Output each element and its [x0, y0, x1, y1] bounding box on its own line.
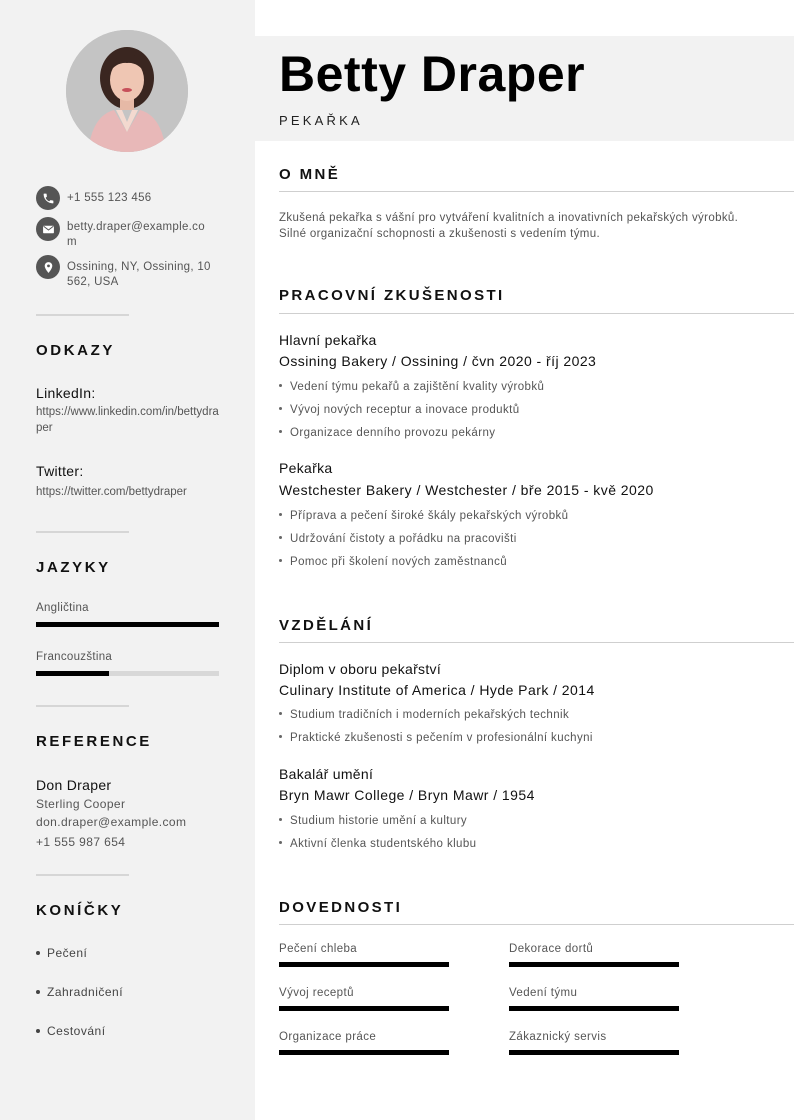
skill-name: Pečení chleba: [279, 943, 358, 955]
section-rule: [279, 924, 794, 925]
education-heading: VZDĚLÁNÍ: [279, 617, 374, 634]
language-level-fill: [36, 622, 219, 627]
language-name: Angličtina: [36, 602, 89, 614]
bullet-text: Udržování čistoty a pořádku na pracovišti: [290, 533, 517, 545]
bullet-dot: [279, 384, 282, 387]
links-heading: ODKAZY: [36, 342, 115, 359]
portrait-illustration: [66, 30, 188, 152]
job-bullet: [279, 404, 520, 416]
job-subtitle: Westchester Bakery / Westchester / bře 2015 - kvě 2020: [279, 482, 654, 498]
job-title: Pekařka: [279, 460, 333, 476]
bullet-text: Organizace denního provozu pekárny: [290, 427, 496, 439]
job-bullet: [279, 381, 544, 393]
education-bullet: [279, 815, 467, 827]
education-bullet: [279, 709, 569, 721]
divider: [36, 874, 129, 876]
hobby-label: Zahradničení: [47, 985, 124, 999]
experience-heading: PRACOVNÍ ZKUŠENOSTI: [279, 287, 505, 304]
contact-address: [36, 255, 213, 290]
section-rule: [279, 642, 794, 643]
reference-phone: +1 555 987 654: [36, 835, 126, 849]
linkedin-link[interactable]: https://www.linkedin.com/in/bettydraper: [36, 406, 219, 434]
skill-level-fill: [509, 962, 679, 967]
language-level-bar: [36, 671, 219, 676]
skill-level-bar: [279, 1050, 449, 1055]
skill-level-bar: [509, 962, 679, 967]
section-rule: [279, 191, 794, 192]
education-title: Bakalář umění: [279, 766, 374, 782]
skill-name: Organizace práce: [279, 1031, 377, 1043]
hobby-label: Pečení: [47, 946, 88, 960]
bullet-dot: [36, 990, 40, 994]
sidebar: [0, 0, 255, 1120]
bullet-dot: [36, 1029, 40, 1033]
job-bullet: [279, 510, 568, 522]
bullet-text: Vedení týmu pekařů a zajištění kvality výrobků: [290, 381, 545, 393]
person-name: Betty Draper: [279, 46, 586, 102]
reference-company: Sterling Cooper: [36, 797, 126, 811]
skill-level-fill: [279, 962, 449, 967]
main-content: [255, 0, 794, 1120]
education-bullet: [279, 838, 476, 850]
twitter-link[interactable]: https://twitter.com/bettydraper: [36, 486, 187, 498]
bullet-dot: [279, 818, 282, 821]
email-text[interactable]: betty.draper@example.com: [67, 221, 205, 248]
language-level-bar: [36, 622, 219, 627]
skill-level-bar: [509, 1006, 679, 1011]
education-subtitle: Bryn Mawr College / Bryn Mawr / 1954: [279, 787, 535, 803]
hobby-item: [36, 946, 87, 960]
skill-level-fill: [279, 1050, 449, 1055]
skill-name: Zákaznický servis: [509, 1031, 607, 1043]
bullet-text: Studium historie umění a kultury: [290, 815, 468, 827]
contact-phone: [36, 186, 213, 210]
skill-name: Vývoj receptů: [279, 987, 354, 999]
twitter-label: Twitter:: [36, 463, 84, 479]
bullet-dot: [279, 559, 282, 562]
education-bullet: [279, 732, 593, 744]
skill-level-fill: [509, 1050, 679, 1055]
bullet-dot: [279, 841, 282, 844]
bullet-text: Pomoc při školení nových zaměstnanců: [290, 556, 508, 568]
reference-heading: REFERENCE: [36, 733, 152, 750]
phone-icon: [36, 186, 60, 210]
bullet-dot: [279, 513, 282, 516]
job-bullet: [279, 533, 517, 545]
section-rule: [279, 313, 794, 314]
bullet-dot: [279, 536, 282, 539]
education-title: Diplom v oboru pekařství: [279, 661, 442, 677]
skill-level-fill: [509, 1006, 679, 1011]
hobby-item: [36, 1024, 106, 1038]
skill-name: Dekorace dortů: [509, 943, 594, 955]
bullet-dot: [279, 712, 282, 715]
skill-level-bar: [279, 962, 449, 967]
languages-heading: JAZYKY: [36, 559, 111, 576]
job-bullet: [279, 556, 507, 568]
address-text: Ossining, NY, Ossining, 10562, USA: [67, 261, 211, 288]
skills-heading: DOVEDNOSTI: [279, 899, 403, 916]
bullet-dot: [279, 430, 282, 433]
linkedin-label: LinkedIn:: [36, 385, 96, 401]
bullet-text: Studium tradičních i moderních pekařských technik: [290, 709, 570, 721]
hobby-label: Cestování: [47, 1024, 106, 1038]
divider: [36, 314, 129, 316]
mail-icon: [36, 217, 60, 241]
job-role: PEKAŘKA: [279, 113, 363, 128]
divider: [36, 531, 129, 533]
phone-text: +1 555 123 456: [67, 192, 152, 204]
bullet-text: Vývoj nových receptur a inovace produktů: [290, 404, 520, 416]
skill-level-bar: [509, 1050, 679, 1055]
bullet-text: Praktické zkušenosti s pečením v profesionální kuchyni: [290, 732, 593, 744]
bullet-dot: [279, 407, 282, 410]
divider: [36, 705, 129, 707]
about-text: Zkušená pekařka s vášní pro vytváření kvalitních a inovativních pekařských výrobků. Silné organizační schopnosti a zkušenosti s vedením týmu.: [279, 212, 739, 240]
location-pin-icon: [36, 255, 60, 279]
reference-name: Don Draper: [36, 777, 112, 793]
reference-email[interactable]: don.draper@example.com: [36, 815, 187, 829]
profile-photo: [66, 30, 188, 152]
contact-email: [36, 217, 213, 250]
language-name: Francouzština: [36, 651, 113, 663]
skill-name: Vedení týmu: [509, 987, 578, 999]
job-title: Hlavní pekařka: [279, 332, 377, 348]
bullet-dot: [36, 951, 40, 955]
about-heading: O MNĚ: [279, 166, 341, 183]
job-bullet: [279, 427, 495, 439]
hobbies-heading: KONÍČKY: [36, 902, 124, 919]
skill-level-bar: [279, 1006, 449, 1011]
bullet-text: Aktivní členka studentského klubu: [290, 838, 477, 850]
language-level-fill: [36, 671, 109, 676]
bullet-dot: [279, 735, 282, 738]
job-subtitle: Ossining Bakery / Ossining / čvn 2020 - říj 2023: [279, 353, 597, 369]
bullet-text: Příprava a pečení široké škály pekařských výrobků: [290, 510, 569, 522]
education-subtitle: Culinary Institute of America / Hyde Park / 2014: [279, 682, 595, 698]
hobby-item: [36, 985, 123, 999]
skill-level-fill: [279, 1006, 449, 1011]
